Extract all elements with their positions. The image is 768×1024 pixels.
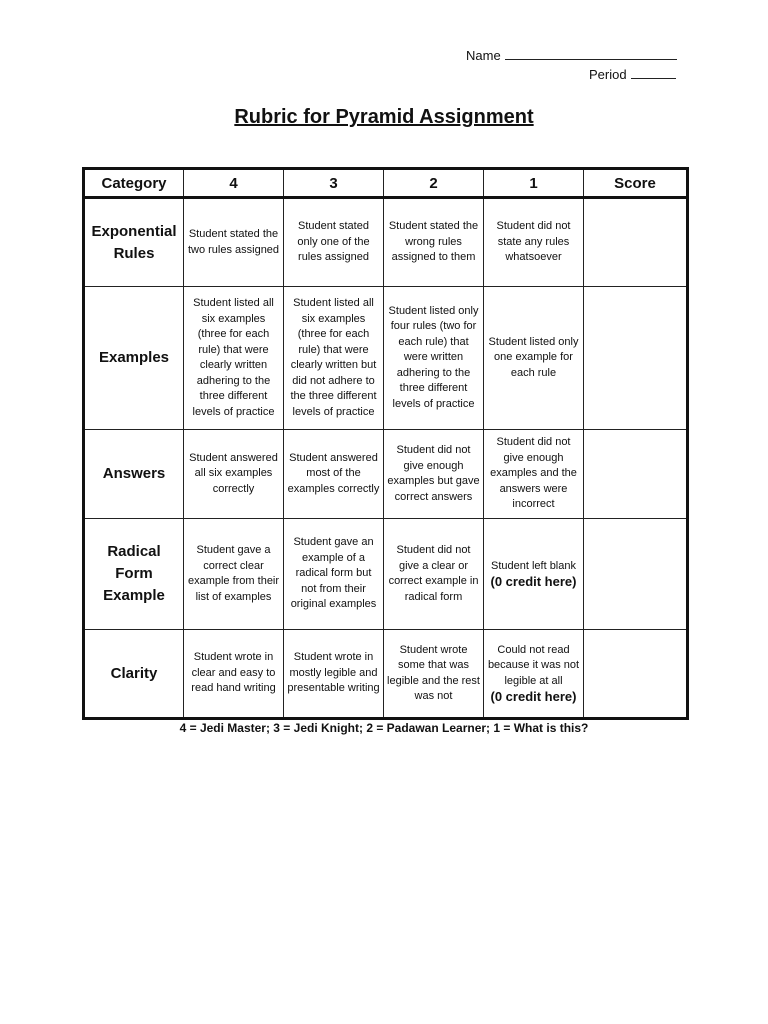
name-label: Name — [466, 48, 501, 63]
category-cell: Exponential Rules — [84, 198, 184, 287]
rubric-table — [82, 167, 689, 720]
zero-credit-note: (0 credit here) — [490, 689, 577, 704]
criteria-cell: Student gave an example of a radical form but not from their original examples — [284, 519, 384, 630]
header-1: 1 — [484, 169, 584, 198]
criteria-cell: Student gave a correct clear example from their list of examples — [184, 519, 284, 630]
criteria-cell: Student did not give enough examples but gave correct answers — [384, 430, 484, 519]
zero-credit-note: (0 credit here) — [490, 574, 577, 589]
criteria-cell: Student did not give enough examples and the answers were incorrect — [484, 430, 584, 519]
table-row — [84, 198, 688, 287]
criteria-cell: Student wrote in mostly legible and presentable writing — [284, 630, 384, 719]
table-row — [84, 287, 688, 430]
score-cell[interactable] — [584, 287, 688, 430]
criteria-cell: Student answered most of the examples correctly — [284, 430, 384, 519]
name-blank[interactable] — [505, 48, 677, 60]
criteria-cell: Student did not give a clear or correct example in radical form — [384, 519, 484, 630]
header-3: 3 — [284, 169, 384, 198]
header-2: 2 — [384, 169, 484, 198]
page-title: Rubric for Pyramid Assignment — [234, 106, 534, 128]
period-blank[interactable] — [631, 67, 676, 79]
name-field — [466, 48, 677, 63]
criteria-cell: Student stated the wrong rules assigned to them — [384, 198, 484, 287]
category-cell: Clarity — [84, 630, 184, 719]
period-label: Period — [589, 67, 627, 82]
header-score: Score — [584, 169, 688, 198]
criteria-cell: Student answered all six examples correctly — [184, 430, 284, 519]
score-cell[interactable] — [584, 519, 688, 630]
header-row — [84, 169, 688, 198]
criteria-cell: Student listed only one example for each rule — [484, 287, 584, 430]
criteria-cell: Student listed all six examples (three for each rule) that were clearly written adhering to the three different levels of practice — [184, 287, 284, 430]
score-legend: 4 = Jedi Master; 3 = Jedi Knight; 2 = Padawan Learner; 1 = What is this? — [179, 721, 589, 735]
criteria-cell: Student wrote some that was legible and the rest was not — [384, 630, 484, 719]
criteria-text: Could not read because it was not legible at all — [487, 643, 580, 687]
table-row — [84, 430, 688, 519]
criteria-cell: Student did not state any rules whatsoever — [484, 198, 584, 287]
criteria-cell: Student listed only four rules (two for each rule) that were written adhering to the three different levels of practice — [384, 287, 484, 430]
table-row — [84, 519, 688, 630]
criteria-cell: Student stated only one of the rules assigned — [284, 198, 384, 287]
score-cell[interactable] — [584, 198, 688, 287]
criteria-cell: Student listed all six examples (three for each rule) that were clearly written but did not adhere to the three different levels of practice — [284, 287, 384, 430]
table-row — [84, 630, 688, 719]
score-cell[interactable] — [584, 630, 688, 719]
category-cell: Radical Form Example — [84, 519, 184, 630]
criteria-text: Student left blank — [490, 559, 576, 572]
category-cell: Examples — [84, 287, 184, 430]
score-cell[interactable] — [584, 430, 688, 519]
header-4: 4 — [184, 169, 284, 198]
category-cell: Answers — [84, 430, 184, 519]
period-field — [589, 67, 676, 82]
criteria-cell — [484, 630, 584, 719]
header-category: Category — [84, 169, 184, 198]
criteria-cell: Student stated the two rules assigned — [184, 198, 284, 287]
criteria-cell: Student wrote in clear and easy to read hand writing — [184, 630, 284, 719]
criteria-cell — [484, 519, 584, 630]
